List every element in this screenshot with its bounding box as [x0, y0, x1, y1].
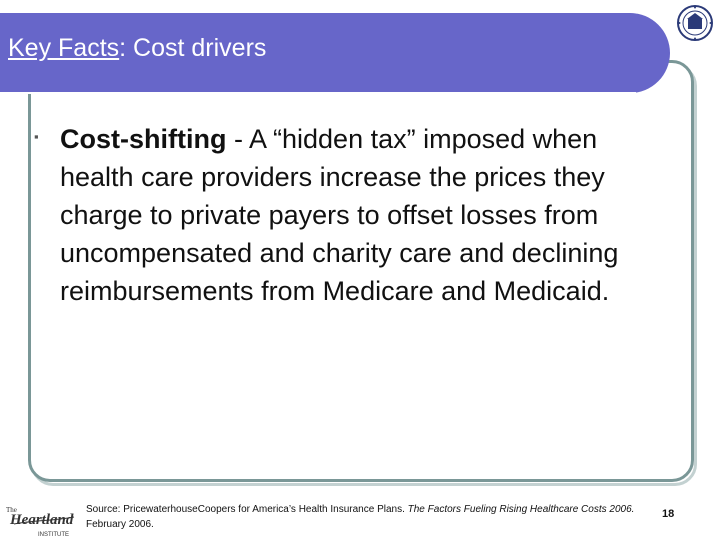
bullet-description: - A “hidden tax” imposed when health care providers increase the prices they charge to private payers to offset losses from uncompensated and charity care and declining reimbursements from Medicare and Medicaid. [60, 124, 619, 306]
source-citation [86, 502, 646, 532]
source-title: The Factors Fueling Rising Healthcare Costs 2006. [407, 504, 635, 515]
slide-title [8, 34, 266, 63]
title-rest: : Cost drivers [119, 34, 267, 62]
title-underlined: Key Facts [8, 34, 120, 62]
source-suffix: February 2006. [86, 519, 154, 530]
seal-icon [676, 4, 714, 42]
bullet-text [60, 120, 670, 310]
source-prefix: Source: PricewaterhouseCoopers for America’s Health Insurance Plans. [86, 504, 408, 515]
title-rule [0, 92, 636, 94]
logo-subtitle: INSTITUTE [38, 532, 69, 538]
logo-the: The [6, 506, 17, 514]
heartland-logo [4, 494, 78, 538]
bullet-square-icon: ▪ [34, 129, 39, 144]
page-number: 18 [662, 508, 675, 520]
bullet-term: Cost-shifting [60, 124, 227, 154]
logo-name: Heartland [10, 512, 74, 528]
